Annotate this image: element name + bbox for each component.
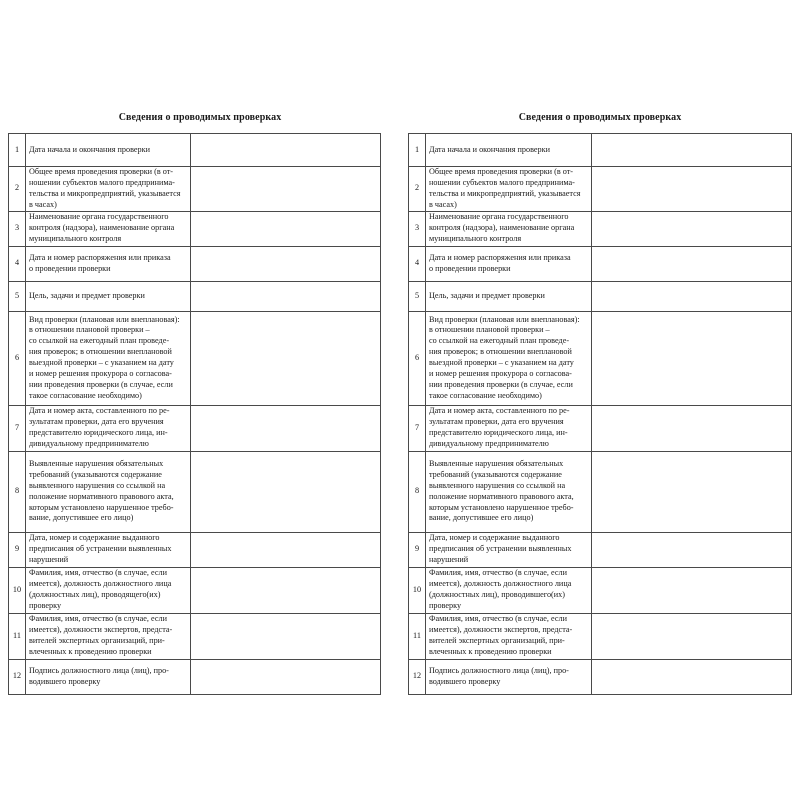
value-cell[interactable] xyxy=(592,134,792,167)
row-number: 12 xyxy=(9,659,26,694)
table-row xyxy=(409,405,792,451)
row-label: Подпись должностного лица (лиц), про- водившего проверку xyxy=(26,659,191,694)
value-cell[interactable] xyxy=(592,167,792,212)
value-cell[interactable] xyxy=(191,532,381,567)
row-number: 12 xyxy=(409,659,426,694)
value-cell[interactable] xyxy=(191,659,381,694)
table-row xyxy=(409,211,792,246)
row-label: Дата и номер акта, составленного по ре- зультатам проверки, дата его вручения представителю юридического лица, ин- дивидуальному предпринимателю xyxy=(26,405,191,451)
table-row xyxy=(409,167,792,212)
page-title: Сведения о проводимых проверках xyxy=(118,112,282,123)
row-number: 5 xyxy=(409,281,426,311)
row-label: Фамилия, имя, отчество (в случае, если имеется), должность должностного лица (должностных лиц), проводившего(их) проверку xyxy=(426,567,592,613)
table-row xyxy=(409,451,792,532)
row-number: 7 xyxy=(409,405,426,451)
row-number: 8 xyxy=(409,451,426,532)
row-number: 4 xyxy=(409,246,426,281)
row-label: Цель, задачи и предмет проверки xyxy=(26,281,191,311)
row-label: Фамилия, имя, отчество (в случае, если имеется), должности экспертов, предста- вителей экспертных организаций, при- влеченных к проведению проверки xyxy=(426,613,592,659)
row-label: Дата начала и окончания проверки xyxy=(426,134,592,167)
value-cell[interactable] xyxy=(191,311,381,405)
table-row xyxy=(9,532,381,567)
table-row xyxy=(409,246,792,281)
row-number: 11 xyxy=(9,613,26,659)
value-cell[interactable] xyxy=(191,167,381,212)
row-label: Цель, задачи и предмет проверки xyxy=(426,281,592,311)
row-number: 10 xyxy=(9,567,26,613)
value-cell[interactable] xyxy=(191,405,381,451)
right-page xyxy=(400,0,800,800)
table-row xyxy=(9,311,381,405)
table-row xyxy=(9,567,381,613)
row-number: 3 xyxy=(9,211,26,246)
row-label: Фамилия, имя, отчество (в случае, если имеется), должность должностного лица (должностных лиц), проводящего(их) проверку xyxy=(26,567,191,613)
row-number: 2 xyxy=(9,167,26,212)
table-row xyxy=(9,281,381,311)
row-label: Выявленные нарушения обязательных требований (указываются содержание выявленного нарушения со ссылкой на положение нормативного правового акта, которым установлено нарушенное требо- вание, допустившее его лицо) xyxy=(26,451,191,532)
table-row xyxy=(9,613,381,659)
value-cell[interactable] xyxy=(191,613,381,659)
row-label: Вид проверки (плановая или внеплановая): в отношении плановой проверки – со ссылкой на ежегодный план проведе- ния проверок; в отношении внеплановой выездной проверки – с указанием на дату и номер решения прокурора о согласова- нии проведения проверки (в случае, если такое согласование необходимо) xyxy=(26,311,191,405)
table-row xyxy=(9,246,381,281)
row-label: Наименование органа государственного контроля (надзора), наименование органа муниципального контроля xyxy=(426,211,592,246)
table-row xyxy=(9,134,381,167)
row-label: Выявленные нарушения обязательных требований (указываются содержание выявленного нарушения со ссылкой на положение нормативного правового акта, которым установлено нарушенное требо- вание, допустившее его лицо) xyxy=(426,451,592,532)
row-number: 1 xyxy=(409,134,426,167)
table-row xyxy=(409,532,792,567)
table-row xyxy=(9,211,381,246)
table-body xyxy=(9,134,381,695)
value-cell[interactable] xyxy=(191,134,381,167)
value-cell[interactable] xyxy=(191,567,381,613)
value-cell[interactable] xyxy=(592,451,792,532)
row-number: 6 xyxy=(9,311,26,405)
row-label: Дата начала и окончания проверки xyxy=(26,134,191,167)
row-number: 8 xyxy=(9,451,26,532)
value-cell[interactable] xyxy=(592,532,792,567)
table-body xyxy=(409,134,792,695)
row-label: Дата и номер распоряжения или приказа о проведении проверки xyxy=(426,246,592,281)
value-cell[interactable] xyxy=(592,211,792,246)
page-title: Сведения о проводимых проверках xyxy=(518,112,682,123)
row-number: 5 xyxy=(9,281,26,311)
row-number: 1 xyxy=(9,134,26,167)
row-number: 3 xyxy=(409,211,426,246)
table-row xyxy=(409,311,792,405)
row-number: 10 xyxy=(409,567,426,613)
value-cell[interactable] xyxy=(592,659,792,694)
table-row xyxy=(9,451,381,532)
table-row xyxy=(409,659,792,694)
value-cell[interactable] xyxy=(191,246,381,281)
row-label: Дата, номер и содержание выданного предписания об устранении выявленных нарушений xyxy=(26,532,191,567)
row-label: Вид проверки (плановая или внеплановая): в отношении плановой проверки – со ссылкой на ежегодный план проведе- ния проверок; в отношении внеплановой выездной проверки – с указанием на дату и номер решения прокурора о согласова- нии проведения проверки (в случае, если такое согласование необходимо) xyxy=(426,311,592,405)
row-label: Фамилия, имя, отчество (в случае, если имеется), должности экспертов, предста- вителей экспертных организаций, при- влеченных к проведению проверки xyxy=(26,613,191,659)
value-cell[interactable] xyxy=(592,246,792,281)
row-number: 2 xyxy=(409,167,426,212)
row-label: Общее время проведения проверки (в от- ношении субъектов малого предпринима- тельства и микропредприятий, указывается в часах) xyxy=(426,167,592,212)
value-cell[interactable] xyxy=(191,281,381,311)
inspection-log-table xyxy=(8,133,381,695)
value-cell[interactable] xyxy=(592,613,792,659)
row-number: 9 xyxy=(9,532,26,567)
row-number: 7 xyxy=(9,405,26,451)
value-cell[interactable] xyxy=(191,451,381,532)
row-label: Дата и номер распоряжения или приказа о проведении проверки xyxy=(26,246,191,281)
row-number: 6 xyxy=(409,311,426,405)
row-number: 11 xyxy=(409,613,426,659)
table-row xyxy=(409,567,792,613)
value-cell[interactable] xyxy=(592,405,792,451)
value-cell[interactable] xyxy=(592,281,792,311)
row-label: Наименование органа государственного контроля (надзора), наименование органа муниципального контроля xyxy=(26,211,191,246)
table-row xyxy=(9,167,381,212)
row-number: 4 xyxy=(9,246,26,281)
value-cell[interactable] xyxy=(191,211,381,246)
value-cell[interactable] xyxy=(592,311,792,405)
inspection-log-table xyxy=(408,133,792,695)
row-number: 9 xyxy=(409,532,426,567)
row-label: Общее время проведения проверки (в от- ношении субъектов малого предпринима- тельства и микропредприятий, указывается в часах) xyxy=(26,167,191,212)
row-label: Дата, номер и содержание выданного предписания об устранении выявленных нарушений xyxy=(426,532,592,567)
row-label: Дата и номер акта, составленного по ре- зультатам проверки, дата его вручения представителю юридического лица, ин- дивидуальному предпринимателю xyxy=(426,405,592,451)
table-row xyxy=(409,134,792,167)
row-label: Подпись должностного лица (лиц), про- водившего проверку xyxy=(426,659,592,694)
table-row xyxy=(9,405,381,451)
value-cell[interactable] xyxy=(592,567,792,613)
table-row xyxy=(409,613,792,659)
table-row xyxy=(9,659,381,694)
table-row xyxy=(409,281,792,311)
